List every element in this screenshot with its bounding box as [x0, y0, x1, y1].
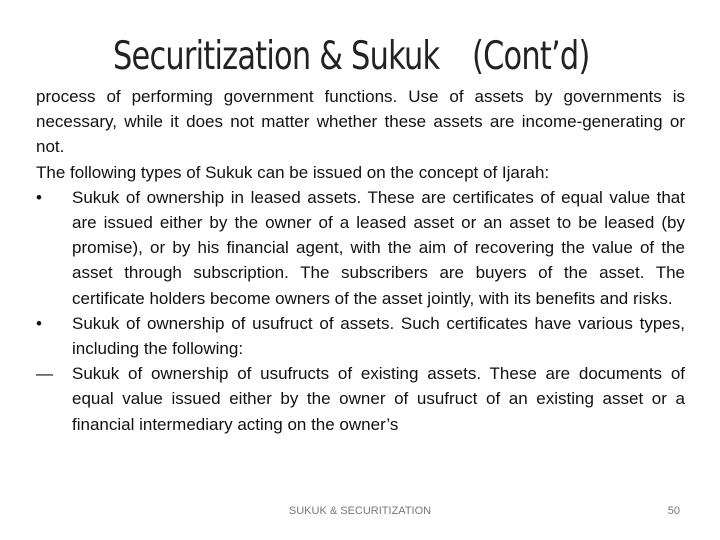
- dash-marker: —: [36, 364, 53, 384]
- lead-paragraph: The following types of Sukuk can be issued on the concept of Ijarah:: [36, 162, 550, 182]
- page-number: 50: [667, 505, 680, 517]
- title-main: Securitization & Sukuk: [113, 34, 440, 79]
- bullet-marker: •: [36, 187, 42, 207]
- dash-item: [36, 361, 685, 437]
- bullet-text: Sukuk of ownership in leased assets. These are certificates of equal value that are issued either by the owner of a leased asset or an asset to be leased (by promise), or by his financial agent, with the aim of recovering the value of the asset through subscription. The subscribers are buyers of the asset. The certificate holders become owners of the asset jointly, with its benefits and risks.: [72, 187, 685, 308]
- footer-label: SUKUK & SECURITIZATION: [288, 505, 432, 517]
- dash-item-text: Sukuk of ownership of usufructs of existing assets. These are documents of equal value issued either by the owner of usufruct of an existing asset or a financial intermediary acting on the owner’s: [72, 364, 685, 434]
- bullet-item: [36, 311, 685, 361]
- slide-title: [0, 28, 720, 86]
- slide-body: [36, 84, 685, 437]
- bullet-marker: •: [36, 313, 42, 333]
- title-continued: (Cont’d): [472, 34, 590, 79]
- bullet-item: [36, 185, 685, 311]
- intro-paragraph: process of performing government functions. Use of assets by governments is necessary, while it does not matter whether these assets are income-generating or not.: [36, 87, 685, 157]
- bullet-text: Sukuk of ownership of usufruct of assets. Such certificates have various types, including the following:: [72, 313, 685, 359]
